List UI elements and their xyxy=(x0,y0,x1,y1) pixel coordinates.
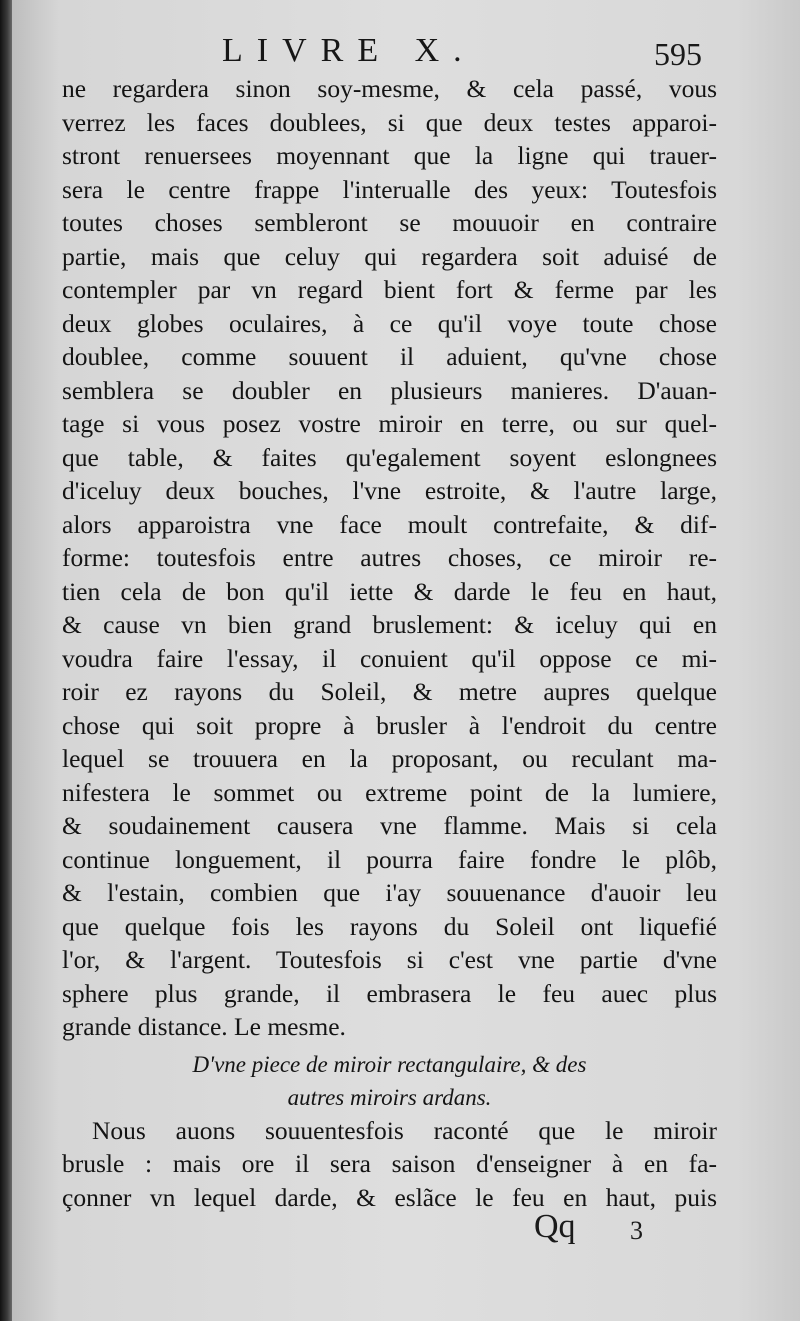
page-footer xyxy=(12,1208,800,1258)
text-line: que table, & faites qu'egalement soyent eslongnees xyxy=(62,442,717,472)
page-header xyxy=(12,30,800,74)
text-line: toutes choses sembleront se mouuoir en contraire xyxy=(62,208,717,237)
text-line: stront renuersees moyennant que la ligne qui trauer- xyxy=(62,141,717,170)
signature-number: 3 xyxy=(630,1216,643,1245)
paragraph-2 xyxy=(62,1114,717,1215)
text-line: voudra faire l'essay, il conuient qu'il oppose ce mi- xyxy=(62,643,717,673)
signature-mark: Qq xyxy=(534,1208,576,1245)
section-heading-line: autres miroirs ardans. xyxy=(287,1084,492,1110)
text-line: lequel se trouuera en la proposant, ou reculant ma- xyxy=(62,744,717,773)
text-line: semblera se doubler en plusieurs manieres. D'auan- xyxy=(62,375,717,405)
text-line: çonner vn lequel darde, & eslãce le feu en haut, puis xyxy=(62,1182,717,1212)
running-head: LIVRE X. xyxy=(222,32,476,69)
text-line: grande distance. Le mesme. xyxy=(62,1012,346,1041)
text-line: tien cela de bon qu'il iette & darde le feu en haut, xyxy=(62,576,717,606)
text-line: alors apparoistra vne face moult contrefaite, & dif- xyxy=(62,509,717,539)
text-line: deux globes oculaires, à ce qu'il voye toute chose xyxy=(62,308,717,338)
text-line: Nous auons souuentesfois raconté que le miroir xyxy=(92,1115,717,1145)
text-line: tage si vous posez vostre miroir en terre, ou sur quel- xyxy=(62,409,717,438)
text-line: brusle : mais ore il sera saison d'enseigner à en fa- xyxy=(62,1149,717,1178)
text-line: ne regardera sinon soy-mesme, & cela passé, vous xyxy=(62,74,717,103)
text-line: chose qui soit propre à brusler à l'endroit du centre xyxy=(62,710,717,740)
text-line: l'or, & l'argent. Toutesfois si c'est vne partie d'vne xyxy=(62,945,717,974)
text-line: partie, mais que celuy qui regardera soit aduisé de xyxy=(62,241,717,271)
section-heading-line: D'vne piece de miroir rectangulaire, & des xyxy=(192,1051,587,1077)
text-line: continue longuement, il pourra faire fondre le plôb, xyxy=(62,844,717,874)
book-spine-shadow xyxy=(0,0,12,1321)
text-line: verrez les faces doublees, si que deux testes apparoi- xyxy=(62,107,717,137)
text-line: nifestera le sommet ou extreme point de la lumiere, xyxy=(62,777,717,807)
text-line: doublee, comme souuent il aduient, qu'vne chose xyxy=(62,342,717,371)
text-block xyxy=(62,72,717,1214)
text-line: & soudainement causera vne flamme. Mais si cela xyxy=(62,811,717,840)
text-line: roir ez rayons du Soleil, & metre aupres quelque xyxy=(62,677,717,706)
text-line: sera le centre frappe l'interualle des yeux: Toutesfois xyxy=(62,174,717,204)
text-line: contempler par vn regard bient fort & ferme par les xyxy=(62,275,717,304)
page-number: 595 xyxy=(654,36,702,72)
section-heading xyxy=(62,1048,717,1114)
text-line: d'iceluy deux bouches, l'vne estroite, & l'autre large, xyxy=(62,476,717,505)
text-line: & l'estain, combien que i'ay souuenance d'auoir leu xyxy=(62,878,717,907)
text-line: sphere plus grande, il embrasera le feu auec plus xyxy=(62,978,717,1008)
text-line: forme: toutesfois entre autres choses, ce miroir re- xyxy=(62,543,717,572)
text-line: & cause vn bien grand bruslement: & iceluy qui en xyxy=(62,610,717,639)
paragraph-1 xyxy=(62,72,717,1044)
text-line: que quelque fois les rayons du Soleil ont liquefié xyxy=(62,911,717,941)
book-page xyxy=(12,0,800,1321)
